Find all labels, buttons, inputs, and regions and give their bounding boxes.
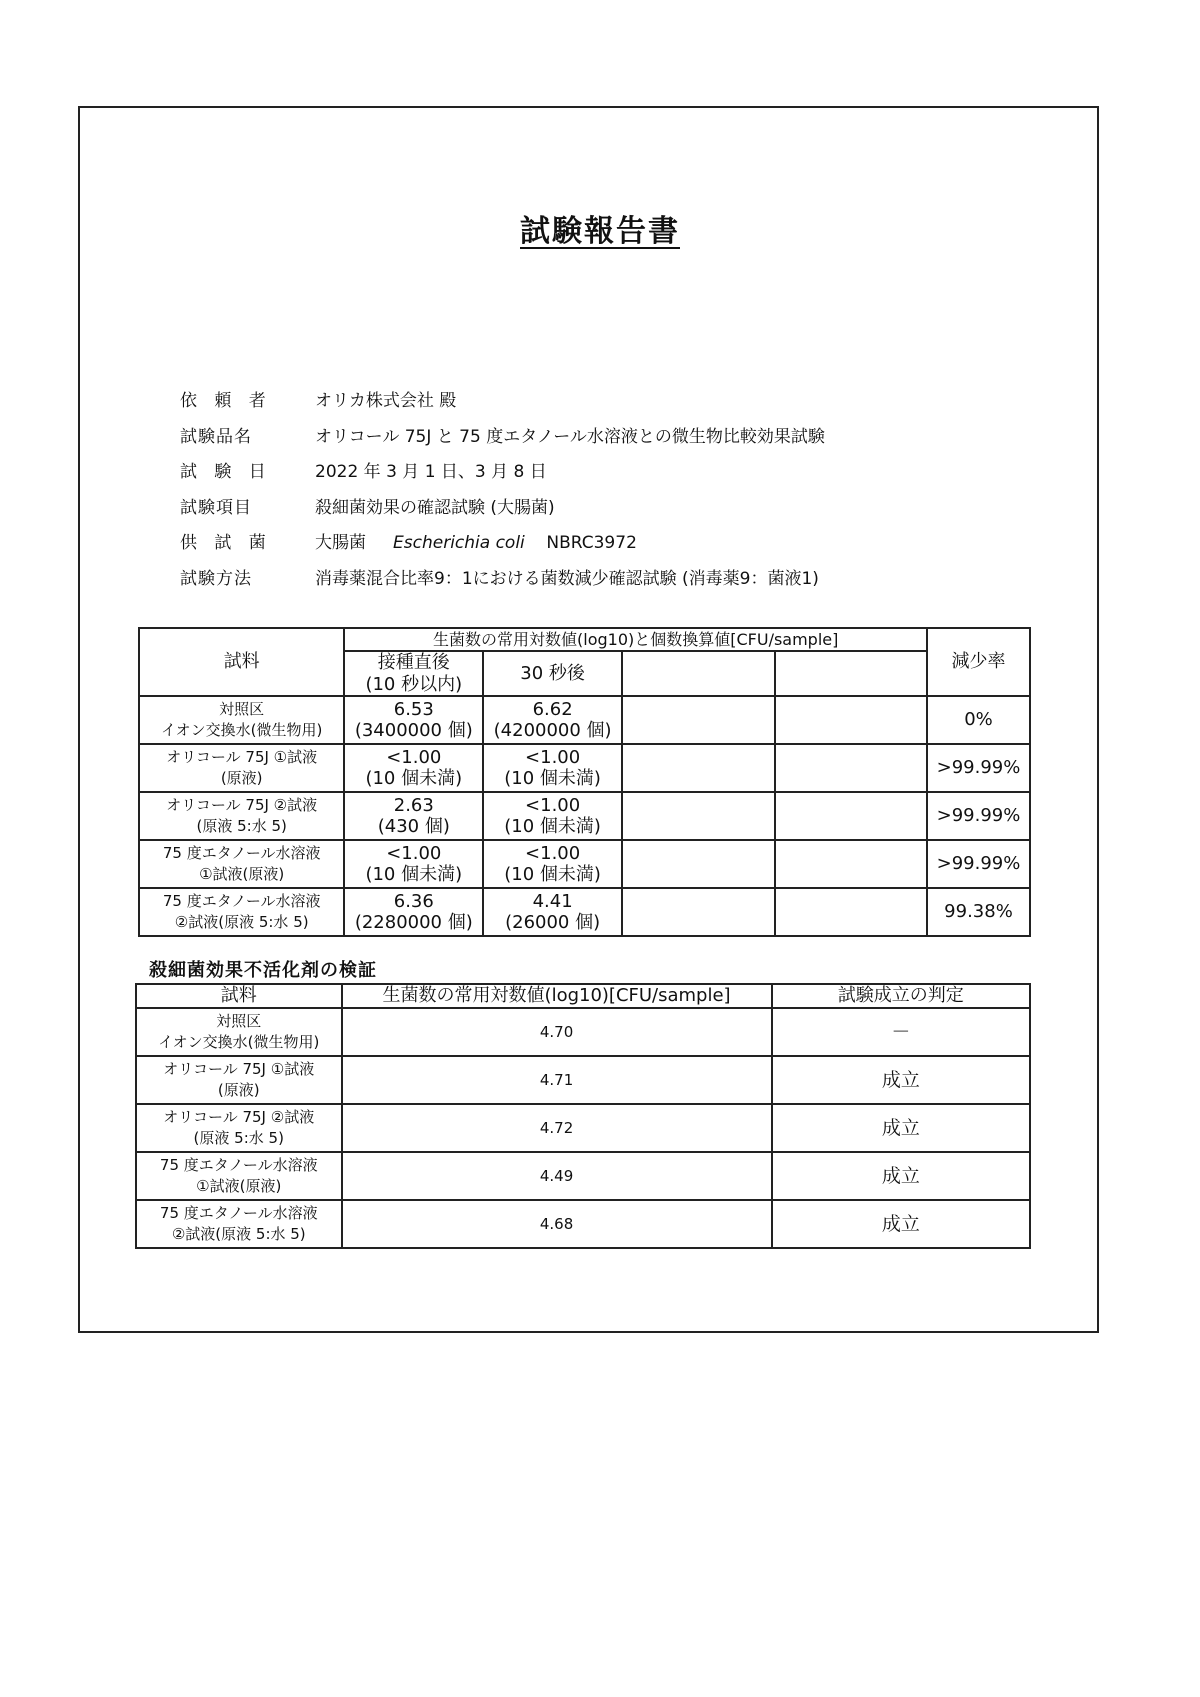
table-row (139, 696, 1030, 744)
sample-cell (136, 1056, 342, 1104)
sample-line-1: 75 度エタノール水溶液 (162, 844, 321, 863)
bacteria-species: Escherichia coli (393, 533, 525, 554)
info-row-product (180, 417, 825, 453)
table-row (136, 1008, 1030, 1056)
after-30s-header: 30 秒後 (483, 651, 622, 696)
immediate-header-label: 接種直後 (377, 652, 450, 673)
sample-line-2: (原液 5:水 5) (193, 1129, 284, 1147)
empty-cell (622, 696, 774, 744)
sample-header: 試料 (136, 984, 342, 1008)
table-row (139, 840, 1030, 888)
sample-line-1: オリコール 75J ①試液 (166, 748, 318, 767)
sample-line-2: (原液) (217, 1081, 260, 1099)
sample-cell (139, 888, 344, 936)
log-value-cell: 4.70 (342, 1008, 772, 1056)
log-value: <1.00 (525, 746, 581, 768)
count-value: (10 個未満) (504, 864, 601, 886)
log-value: 6.53 (393, 698, 434, 720)
info-row-test-item (180, 488, 825, 524)
reduction-cell: >99.99% (927, 792, 1030, 840)
log-value: <1.00 (525, 842, 581, 864)
count-value: (26000 個) (505, 912, 601, 934)
sample-line-1: 75 度エタノール水溶液 (162, 892, 321, 911)
sample-cell (139, 840, 344, 888)
immediate-header (344, 651, 483, 696)
info-row-test-bacteria (180, 523, 825, 559)
info-value (315, 528, 637, 553)
judgement-cell: － (772, 1008, 1030, 1056)
sample-line-1: 75 度エタノール水溶液 (159, 1156, 318, 1174)
sample-cell (139, 744, 344, 792)
info-label: 試験方法 (180, 568, 252, 589)
info-label: 試験品名 (180, 426, 252, 447)
reduction-cell: >99.99% (927, 840, 1030, 888)
sample-cell (136, 1200, 342, 1248)
document-title-text: 試験報告書 (520, 214, 680, 249)
immediate-header-sub: (10 秒以内) (365, 673, 463, 695)
log-value-cell: 4.49 (342, 1152, 772, 1200)
log-value: <1.00 (386, 746, 442, 768)
judgement-header: 試験成立の判定 (772, 984, 1030, 1008)
sample-cell (136, 1152, 342, 1200)
count-value: (3400000 個) (354, 720, 473, 742)
after-30s-cell (483, 888, 622, 936)
table-row (136, 1056, 1030, 1104)
table-header-row (136, 984, 1030, 1008)
empty-cell (622, 792, 774, 840)
reduction-cell: 99.38% (927, 888, 1030, 936)
bactericidal-results-table (138, 627, 1031, 937)
table-row (136, 1104, 1030, 1152)
info-value: オリカ株式会社 殿 (315, 391, 457, 412)
sample-line-2: イオン交換水(微生物用) (158, 1033, 320, 1051)
neutralizer-verification-table (135, 983, 1031, 1249)
sample-line-1: 対照区 (219, 700, 265, 719)
table-row (139, 744, 1030, 792)
empty-header (775, 651, 927, 696)
sample-header: 試料 (139, 628, 344, 696)
empty-header (622, 651, 774, 696)
log-value: 4.41 (532, 890, 573, 912)
count-value: (430 個) (377, 816, 450, 838)
count-value: (2280000 個) (354, 912, 473, 934)
sample-line-1: オリコール 75J ②試液 (163, 1108, 315, 1126)
after-30s-cell (483, 792, 622, 840)
info-label: 依 頼 者 (180, 391, 272, 412)
empty-cell (622, 840, 774, 888)
log-value: <1.00 (525, 794, 581, 816)
empty-cell (775, 792, 927, 840)
report-info (180, 381, 825, 594)
sample-cell (139, 792, 344, 840)
table-row (136, 1152, 1030, 1200)
bacteria-name: 大腸菌 (315, 533, 366, 554)
sample-line-1: オリコール 75J ①試液 (163, 1060, 315, 1078)
info-label: 試験項目 (180, 497, 252, 518)
info-label: 供 試 菌 (180, 533, 272, 554)
empty-cell (775, 744, 927, 792)
table-header-row (139, 628, 1030, 651)
info-value: 消毒薬混合比率9：1における菌数減少確認試験 (消毒薬9：菌液1) (315, 568, 819, 589)
empty-cell (622, 888, 774, 936)
log-value: <1.00 (386, 842, 442, 864)
sample-line-2: (原液 5:水 5) (196, 817, 287, 836)
reduction-cell: 0% (927, 696, 1030, 744)
log-value-cell: 4.72 (342, 1104, 772, 1152)
immediate-cell (344, 696, 483, 744)
log-value-header: 生菌数の常用対数値(log10)[CFU/sample] (342, 984, 772, 1008)
count-value: (10 個未満) (504, 768, 601, 790)
immediate-cell (344, 840, 483, 888)
table-row (136, 1200, 1030, 1248)
empty-cell (775, 840, 927, 888)
count-value: (10 個未満) (365, 768, 463, 790)
section-heading: 殺細菌効果不活化剤の検証 (149, 960, 377, 981)
immediate-cell (344, 888, 483, 936)
after-30s-cell (483, 744, 622, 792)
sample-line-2: イオン交換水(微生物用) (161, 721, 323, 740)
reduction-cell: >99.99% (927, 744, 1030, 792)
after-30s-cell (483, 840, 622, 888)
info-row-client (180, 381, 825, 417)
empty-cell (775, 888, 927, 936)
sample-line-1: オリコール 75J ②試液 (166, 796, 318, 815)
judgement-cell: 成立 (772, 1152, 1030, 1200)
reduction-header: 減少率 (927, 628, 1030, 696)
log-value: 6.62 (532, 698, 573, 720)
sample-line-1: 対照区 (216, 1012, 262, 1030)
sample-cell (136, 1104, 342, 1152)
log-value-cell: 4.71 (342, 1056, 772, 1104)
info-value: オリコール 75J と 75 度エタノール水溶液との微生物比較効果試験 (315, 426, 825, 447)
log-value: 6.36 (393, 890, 434, 912)
after-30s-cell (483, 696, 622, 744)
sample-cell (136, 1008, 342, 1056)
immediate-cell (344, 792, 483, 840)
cfu-group-header: 生菌数の常用対数値(log10)と個数換算値[CFU/sample] (344, 628, 927, 651)
sample-line-2: ②試液(原液 5:水 5) (174, 913, 309, 932)
info-label: 試 験 日 (180, 462, 272, 483)
sample-line-2: ①試液(原液) (196, 1177, 282, 1195)
info-value: 2022 年 3 月 1 日、3 月 8 日 (315, 462, 547, 483)
table-row (139, 792, 1030, 840)
judgement-cell: 成立 (772, 1056, 1030, 1104)
count-value: (10 個未満) (504, 816, 601, 838)
sample-line-1: 75 度エタノール水溶液 (159, 1204, 318, 1222)
info-row-test-method (180, 559, 825, 595)
judgement-cell: 成立 (772, 1104, 1030, 1152)
sample-line-2: ①試液(原液) (199, 865, 285, 884)
count-value: (10 個未満) (365, 864, 463, 886)
log-value-cell: 4.68 (342, 1200, 772, 1248)
empty-cell (775, 696, 927, 744)
count-value: (4200000 個) (493, 720, 612, 742)
judgement-cell: 成立 (772, 1200, 1030, 1248)
immediate-cell (344, 744, 483, 792)
document-title (0, 206, 1200, 250)
bacteria-strain: NBRC3972 (546, 533, 637, 554)
info-row-test-date (180, 452, 825, 488)
info-value: 殺細菌効果の確認試験 (大腸菌) (315, 497, 555, 518)
empty-cell (622, 744, 774, 792)
log-value: 2.63 (393, 794, 434, 816)
sample-line-2: ②試液(原液 5:水 5) (171, 1225, 306, 1243)
sample-cell (139, 696, 344, 744)
table-row (139, 888, 1030, 936)
sample-line-2: (原液) (220, 769, 263, 788)
